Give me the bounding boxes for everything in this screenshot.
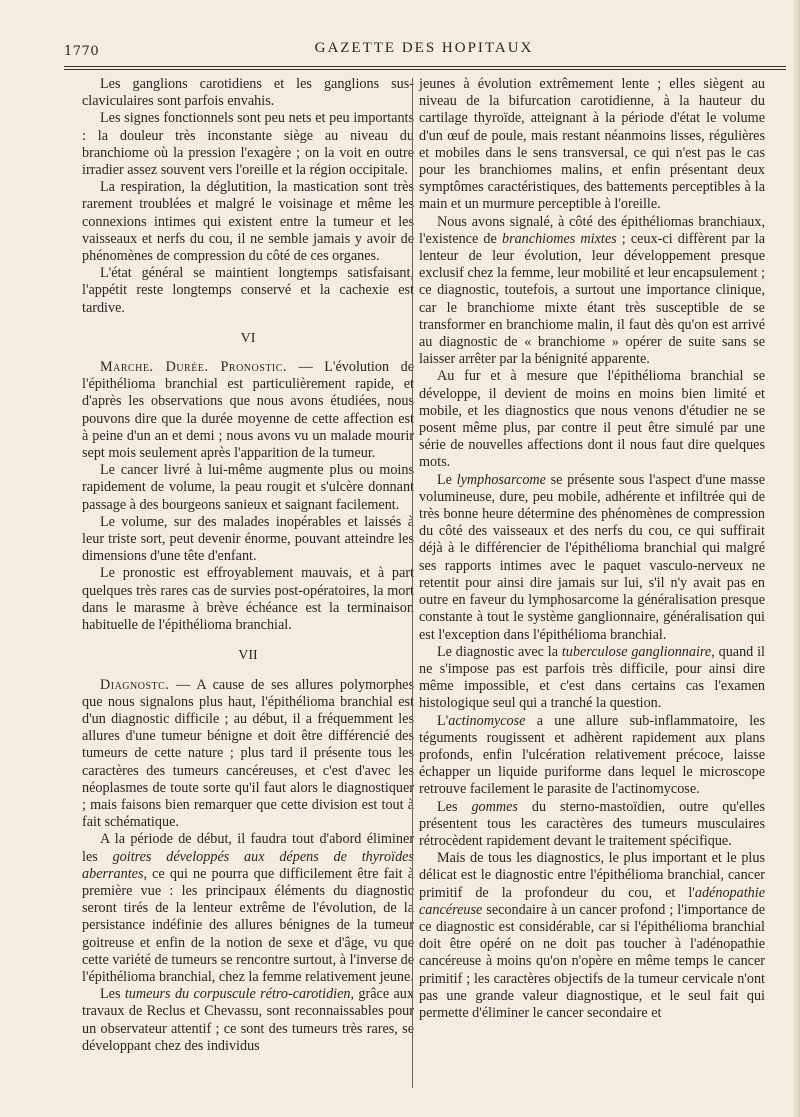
paragraph: jeunes à évolution extrêmement lente ; elles siègent au niveau de la bifurcation carotidienne, à la hauteur du cartilage thyroïde, atteignant à la période d'état le volume d'un œuf de poule, mais restant néanmoins lisses, régulières et mobiles dans le sens transversal, ce qui n'est pas le cas pour les branchiomes malins, et enfin présentant deux symptômes caractéristiques, des battements perceptibles à la main et un murmure perceptible à l'oreille. bbox=[419, 76, 765, 213]
paragraph bbox=[82, 986, 414, 1055]
page-edge-shadow bbox=[793, 0, 800, 1117]
page-header bbox=[64, 40, 784, 62]
column-divider bbox=[412, 78, 413, 1088]
paragraph bbox=[419, 472, 765, 644]
paragraph bbox=[419, 799, 765, 851]
running-title: GAZETTE DES HOPITAUX bbox=[314, 40, 534, 56]
italic-term: lymphosarcome bbox=[456, 471, 546, 488]
text: Les bbox=[100, 986, 125, 1003]
run-in-heading: Diagnostc. bbox=[100, 676, 170, 693]
paragraph bbox=[419, 850, 765, 1022]
paragraph bbox=[419, 214, 765, 369]
paragraph bbox=[82, 677, 414, 832]
paragraph-text: — A cause de ses allures polymorphes que nous signalons plus haut, l'épithélioma branchial est d'un diagnostic difficile ; au début, il a fréquemment les allures d'une tumeur bénigne et doit être différencié des tumeurs de cette nature ; plus tard il présente tous les caractères des tumeurs cancéreuses, et c'est d'avec les néoplasmes de toute sorte qu'il faut alors le diagnostiquer ; mais faisons bien remarquer que cette division est tout à fait schématique. bbox=[82, 676, 414, 831]
text: Les bbox=[437, 798, 472, 815]
paragraph: La respiration, la déglutition, la mastication sont très rarement troublées et malgré le voisinage et même les connexions intimes qui existent entre la tumeur et les vaisseaux et nerfs du cou, il ne semble jamais y avoir de phénomènes de compression du côté de ces organes. bbox=[82, 179, 414, 265]
paragraph: Le cancer livré à lui-même augmente plus ou moins rapidement de volume, la peau rougit et s'ulcère donnant passage à des bourgeons sanieux et saignant facilement. bbox=[82, 462, 414, 513]
paragraph: Les ganglions carotidiens et les ganglions sus-claviculaires sont parfois envahis. bbox=[82, 76, 414, 110]
left-column bbox=[82, 76, 414, 1055]
paragraph: Au fur et à mesure que l'épithélioma branchial se développe, il devient de moins en moins bien limité et mobile, et les diagnostics que nous venons d'étudier ne se posent même plus, par contre il peut être simulé par une série de nouvelles affections dont il nous faut dire quelques mots. bbox=[419, 368, 765, 471]
paragraph: Le pronostic est effroyablement mauvais, et à part quelques très rares cas de survies post-opératoires, la mort dans le marasme à brève échéance est la terminaison habituelle de l'épithélioma branchial. bbox=[82, 565, 414, 634]
header-rule-thick bbox=[64, 66, 786, 67]
text: A la période de début, il faudra tout d'abord éliminer les bbox=[82, 831, 414, 865]
text: Nous avons signalé, à côté des épithéliomas branchiaux, l'existence de bbox=[419, 213, 765, 247]
text: ce qui ne pourra que difficilement être fait à première vue : les principaux éléments du diagnostic seront tirés de la lenteur extrême de l'évolution, de la persistance indéfinie des allures bénignes de la tumeur goitreuse et enfin de la notion de sexe et d'âge, vu que cette variété de tumeurs se rencontre surtout, à l'inverse de l'épithélioma branchial, chez la femme relativement jeune. bbox=[82, 865, 414, 985]
paragraph: L'état général se maintient longtemps satisfaisant, l'appétit reste longtemps conservé et la cachexie est tardive. bbox=[82, 265, 414, 316]
text: a une allure sub-inflammatoire, les téguments rougissent et adhèrent rapidement aux plans profonds, enfin l'ulcération relativement précoce, laisse échapper un liquide puriforme dans lequel le microscope retrouve facilement le parasite de l'actinomycose. bbox=[419, 712, 765, 798]
paragraph: Le volume, sur des malades inopérables et laissés à leur triste sort, peut devenir énorme, pouvant atteindre les dimensions d'une tête d'enfant. bbox=[82, 513, 414, 565]
right-column bbox=[419, 76, 765, 1022]
section-heading-vii: VII bbox=[238, 648, 258, 664]
paragraph: Les signes fonctionnels sont peu nets et peu importants : la douleur très inconstante siège au niveau du branchiome où la pression l'exagère ; on la voit en outre irradier assez souvent vers l'oreille et la région occipitale. bbox=[82, 110, 414, 179]
italic-term: adénopathie cancéreuse bbox=[419, 884, 765, 918]
header-rule-thin bbox=[64, 69, 786, 70]
text: secondaire à un cancer profond ; l'importance de ce diagnostic est considérable, car si l'épithélioma branchial doit être opéré on ne doit pas toucher à l'adénopathie cancéreuse à moins qu'on n'opère en même temps le cancer primitif ; les caractères objectifs de la tumeur cervicale n'ont pas une grande valeur diagnostique, et le seul fait qui permette d'éliminer le cancer secondaire et bbox=[419, 901, 765, 1021]
section-heading-vi: VI bbox=[240, 330, 256, 346]
italic-term: branchiomes mixtes bbox=[501, 230, 617, 247]
paragraph bbox=[82, 359, 414, 462]
italic-term: gommes bbox=[471, 798, 518, 815]
italic-term: goitres développés aux dépens de thyroïdes aberrantes, bbox=[82, 848, 414, 882]
text: ; ceux-ci diffèrent par la lenteur de leur évolution, leur développement presque exclusif chez la femme, leur mobilité et leur encapsulement ; ce diagnostic, toutefois, a surtout une importance clinique, car le branchiome mixte étant très susceptible de se transformer en branchiome malin, il faut dès qu'on est arrivé au diagnostic de « branchiome » opérer de suite sans se laisser arrêter par la bénignité apparente. bbox=[419, 230, 766, 368]
text: grâce aux travaux de Reclus et Chevassu, sont reconnaissables pour un observateur attentif ; ce sont des tumeurs très rares, se développant chez des individus bbox=[82, 986, 414, 1054]
italic-term: tumeurs du corpuscule rétro-carotidien, bbox=[124, 986, 355, 1003]
text: se présente sous l'aspect d'une masse volumineuse, dure, peu mobile, adhérente et infiltrée qui de très bonne heure détermine des phénomènes de compression du côté des vaisseaux et des nerfs du cou, ce qui suffirait déjà à le différencier de l'épithélioma branchial qui malgré ses rapports intimes avec le paquet vasculo-nerveux ne retentit pour ainsi dire jamais sur lui, s'il n'y avait pas en outre en faveur du lymphosarcome la généralisation presque constante à tout le système ganglionnaire, généralisation qui est l'exception dans l'épithélioma branchial. bbox=[419, 471, 765, 643]
italic-term: actinomycose bbox=[448, 712, 526, 729]
text: Mais de tous les diagnostics, le plus important et le plus délicat est le diagnostic entre l'épithélioma branchial, cancer primitif de la profondeur du cou, et l' bbox=[419, 850, 765, 901]
text: Le diagnostic avec la bbox=[437, 643, 562, 660]
paragraph bbox=[419, 644, 765, 713]
italic-term: tuberculose ganglionnaire, bbox=[561, 643, 715, 660]
run-in-heading: Marche. Durée. Pronostic. bbox=[100, 359, 287, 376]
paragraph bbox=[419, 713, 765, 799]
text: L' bbox=[437, 712, 449, 729]
paragraph bbox=[82, 831, 414, 986]
paragraph-text: — L'évolution de l'épithélioma branchial est particulièrement rapide, et d'après les observations que nous avons étudiées, nous pouvons dire que la durée moyenne de cette affection est à peine d'un an et demi ; nous avons vu un malade mourir sept mois seulement après l'apparition de la tumeur. bbox=[82, 359, 414, 462]
text: quand il ne s'impose pas est parfois très difficile, pour ainsi dire même impossible, et c'est dans certains cas l'examen histologique seul qui a tranché la question. bbox=[419, 643, 765, 712]
page-number: 1770 bbox=[64, 44, 100, 59]
text: Le bbox=[437, 471, 457, 488]
text: du sterno-mastoïdien, outre qu'elles présentent tous les caractères des tumeurs musculaires rétrocèdent rapidement devant le traitement spécifique. bbox=[419, 798, 765, 849]
